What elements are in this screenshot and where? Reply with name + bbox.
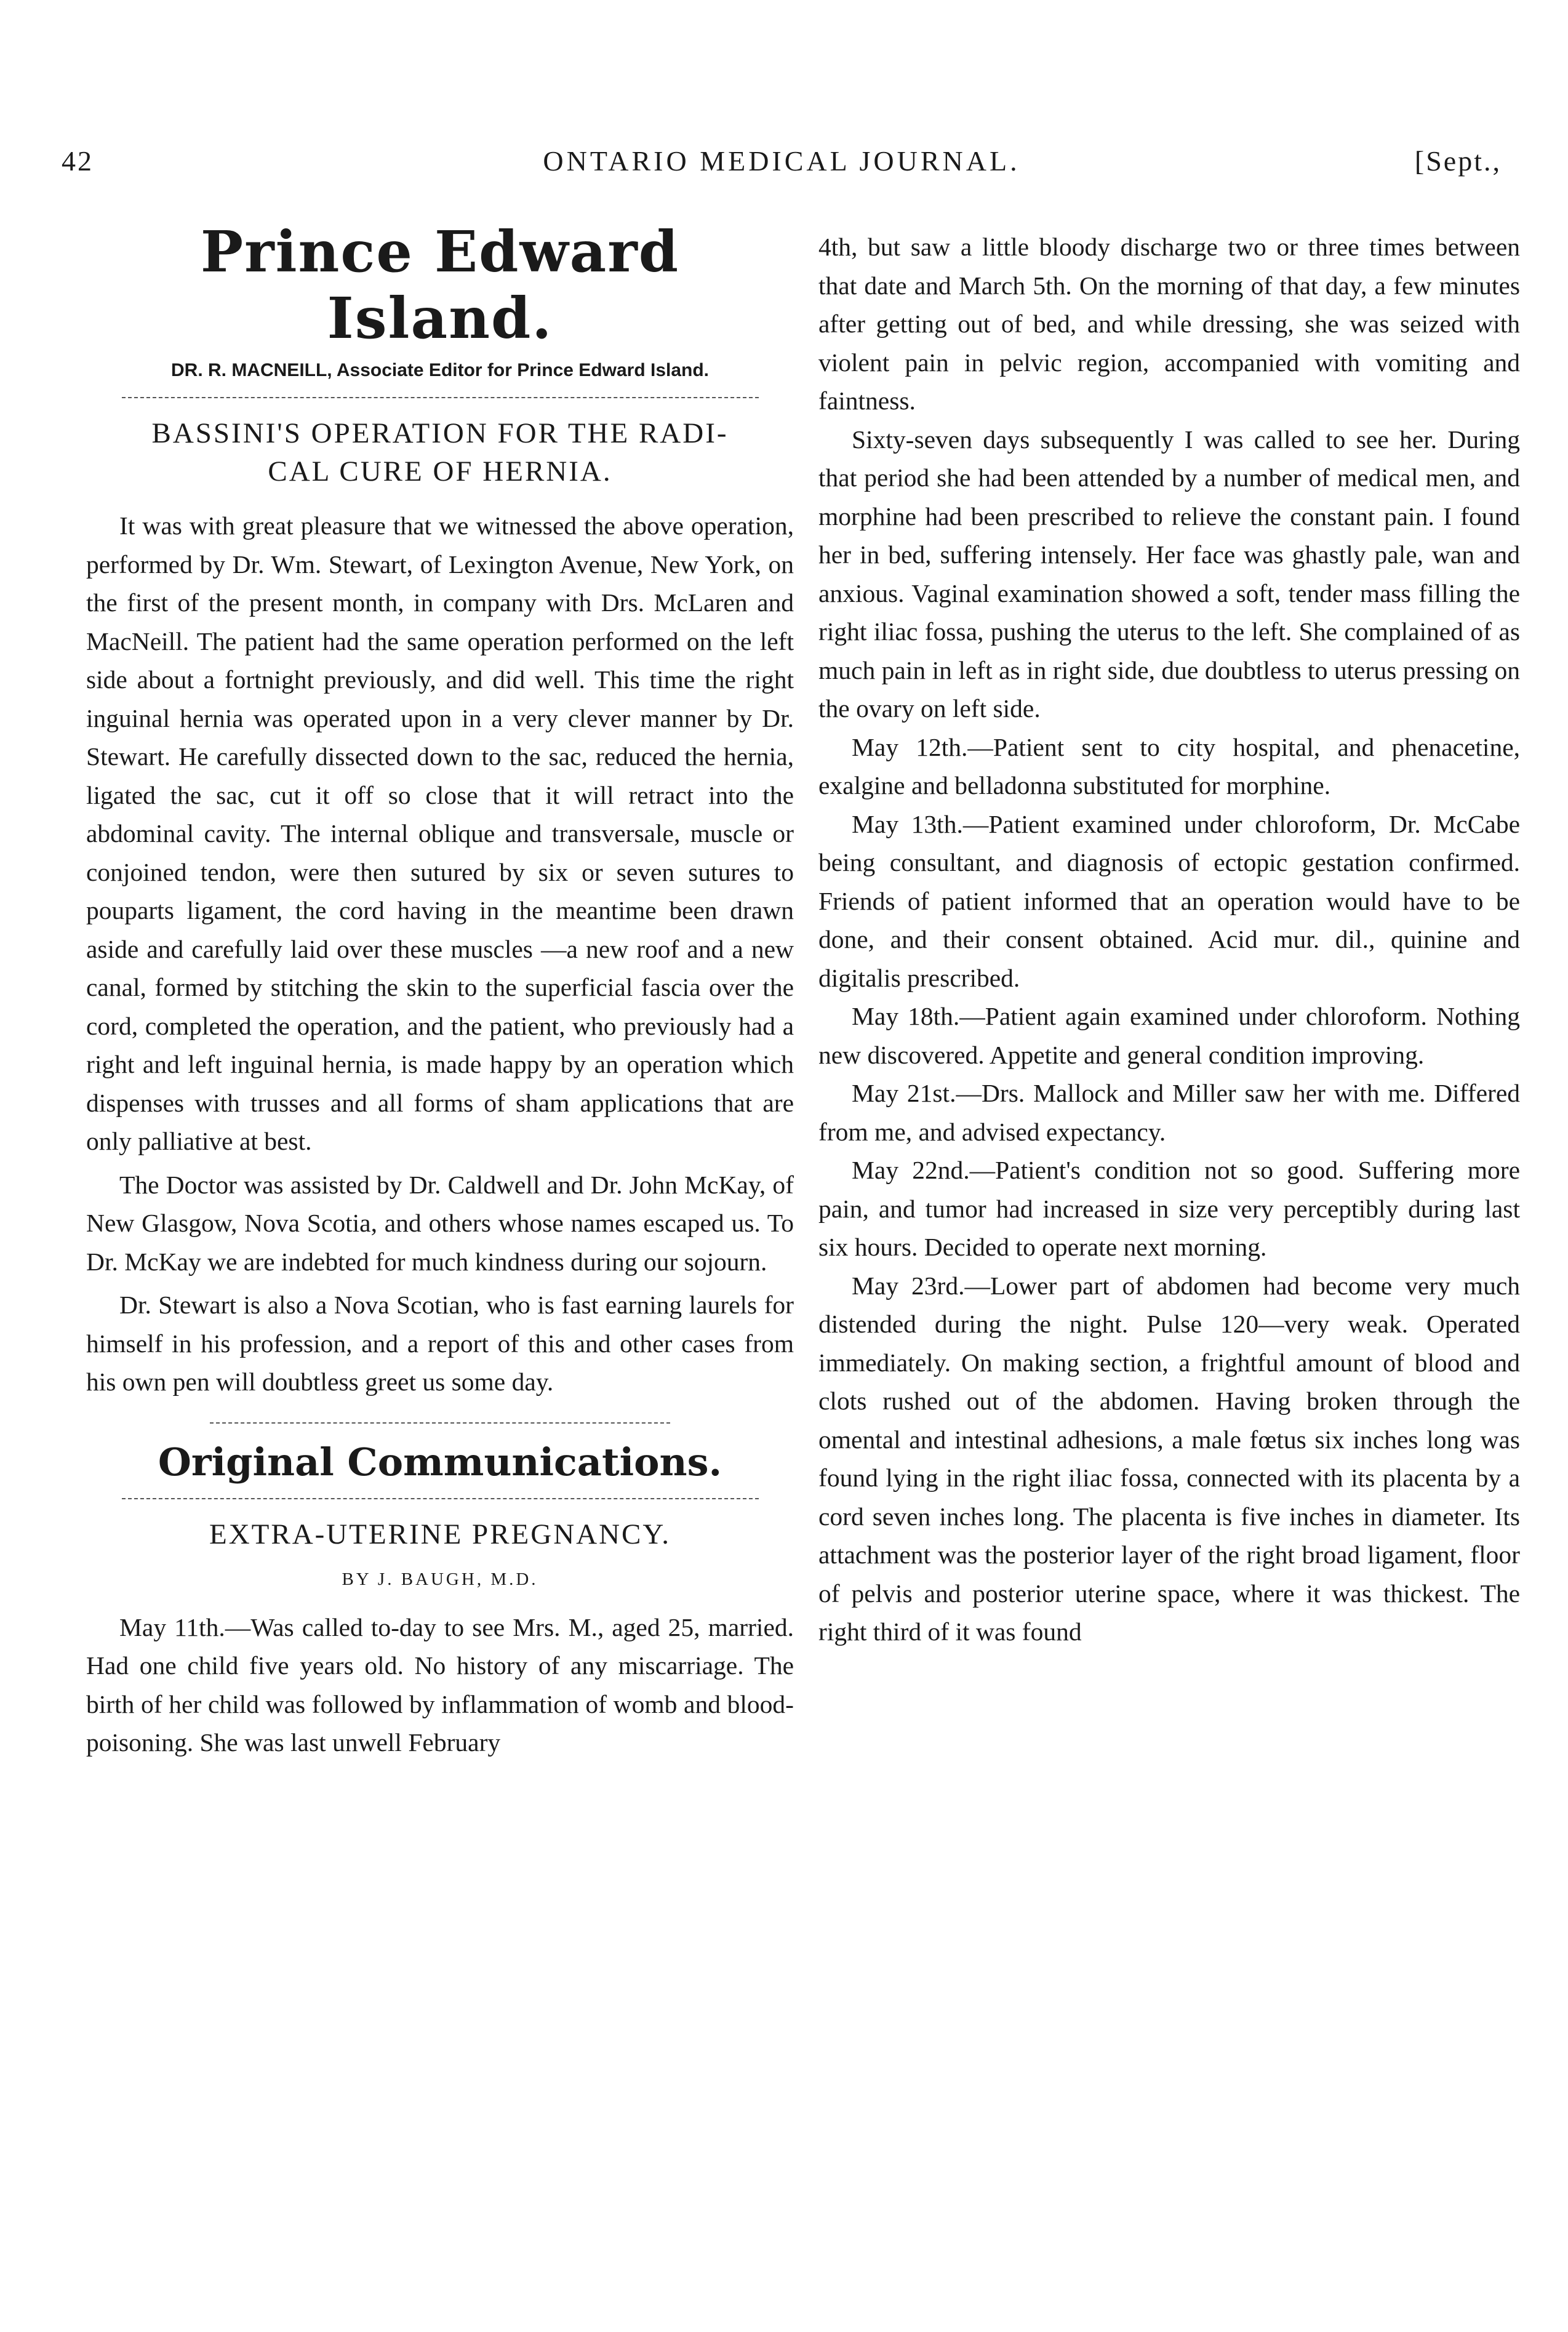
divider-rule	[122, 1498, 759, 1499]
divider-rule	[122, 397, 759, 398]
right-column	[818, 228, 1520, 1651]
article-paragraph: Dr. Stewart is also a Nova Scotian, who is fast earning laurels for himself in his profession, and a report of this and other cases from his own pen will doubtless greet us some day.	[86, 1291, 794, 1396]
article-paragraph: May 12th.—Patient sent to city hospital, and phenacetine, exalgine and belladonna substituted for morphine.	[818, 732, 1520, 799]
left-column	[86, 218, 794, 1762]
author-byline: BY J. BAUGH, M.D.	[342, 1569, 538, 1589]
running-header	[62, 145, 1502, 188]
journal-title: ONTARIO MEDICAL JOURNAL.	[543, 145, 1020, 177]
associate-editor-line: DR. R. MACNEILL, Associate Editor for Prince Edward Island.	[170, 360, 710, 380]
issue-month: [Sept.,	[1414, 145, 1502, 177]
article-paragraph: May 21st.—Drs. Mallock and Miller saw her with me. Differed from me, and advised expectancy.	[818, 1079, 1520, 1146]
article-paragraph: Sixty-seven days subsequently I was called to see her. During that period she had been attended by a number of medical men, and morphine had been prescribed to relieve the constant pain. I found her in bed, suffering intensely. Her face was ghastly pale, wan and anxious. Vaginal examination showed a soft, tender mass filling the right iliac fossa, pushing the uterus to the left. She complained of as much pain in left as in right side, due doubtless to uterus pressing on the ovary on left side.	[818, 425, 1520, 723]
section-title: Prince Edward Island.	[200, 218, 680, 351]
article-paragraph: May 23rd.—Lower part of abdomen had become very much distended during the night. Pulse 120—very weak. Operated immediately. On making section, a frightful amount of blood and clots rushed out of the abdomen. Having broken through the omental and intestinal adhesions, a male fœtus six inches long was found lying in the right iliac fossa, connected with its placenta by a cord seven inches long. The placenta is five inches in diameter. Its attachment was the posterior layer of the right broad ligament, floor of pelvis and posterior uterine space, where it was thickest. The right third of it was found	[818, 1271, 1520, 1646]
article-paragraph: 4th, but saw a little bloody discharge two or three times between that date and March 5th. On the morning of that day, a few minutes after getting out of bed, and while dressing, she was seized with violent pain in pelvic region, accompanied with vomiting and faintness.	[818, 233, 1520, 415]
article-paragraph: The Doctor was assisted by Dr. Caldwell and Dr. John McKay, of New Glasgow, Nova Scotia, and others whose names escaped us. To Dr. McKay we are indebted for much kindness during our sojourn.	[86, 1170, 794, 1276]
article-title-line: BASSINI'S OPERATION FOR THE RADI-	[151, 417, 729, 449]
divider-rule	[210, 1422, 670, 1424]
page-number: 42	[62, 145, 94, 177]
article-paragraph: May 13th.—Patient examined under chloroform, Dr. McCabe being consultant, and diagnosis of ectopic gestation confirmed. Friends of patient informed that an operation would have to be done, and their consent obtained. Acid mur. dil., quinine and digitalis prescribed.	[818, 809, 1520, 992]
article-title-hernia	[86, 414, 794, 491]
article-paragraph: May 11th.—Was called to-day to see Mrs. M., aged 25, married. Had one child five years old. No history of any miscarriage. The birth of her child was followed by inflammation of womb and blood-poisoning. She was last unwell February	[86, 1613, 794, 1757]
article-paragraph: It was with great pleasure that we witnessed the above operation, performed by Dr. Wm. Stewart, of Lexington Avenue, New York, on the first of the present month, in company with Drs. McLaren and MacNeill. The patient had the same operation performed on the left side about a fortnight previously, and did well. This time the right inguinal hernia was operated upon in a very clever manner by Dr. Stewart. He carefully dissected down to the sac, reduced the hernia, ligated the sac, cut it off so close that it will retract into the abdominal cavity. The internal oblique and transversale, muscle or conjoined tendon, were then sutured by six or seven sutures to pouparts ligament, the cord having in the meantime been drawn aside and carefully laid over these muscles —a new roof and a new canal, formed by stitching the skin to the superficial fascia over the cord, completed the operation, and the patient, who previously had a right and left inguinal hernia, is made happy by an operation which dispenses with trusses and all forms of sham applications that are only palliative at best.	[86, 511, 794, 1155]
article-paragraph: May 18th.—Patient again examined under chloroform. Nothing new discovered. Appetite and general condition improving.	[818, 1002, 1520, 1069]
article-title-pregnancy: EXTRA-UTERINE PREGNANCY.	[209, 1518, 671, 1550]
article-title-line: CAL CURE OF HERNIA.	[268, 455, 612, 487]
communications-heading: Original Communications.	[158, 1439, 722, 1485]
article-paragraph: May 22nd.—Patient's condition not so good. Suffering more pain, and tumor had increased in size very perceptibly during last six hours. Decided to operate next morning.	[818, 1156, 1520, 1261]
